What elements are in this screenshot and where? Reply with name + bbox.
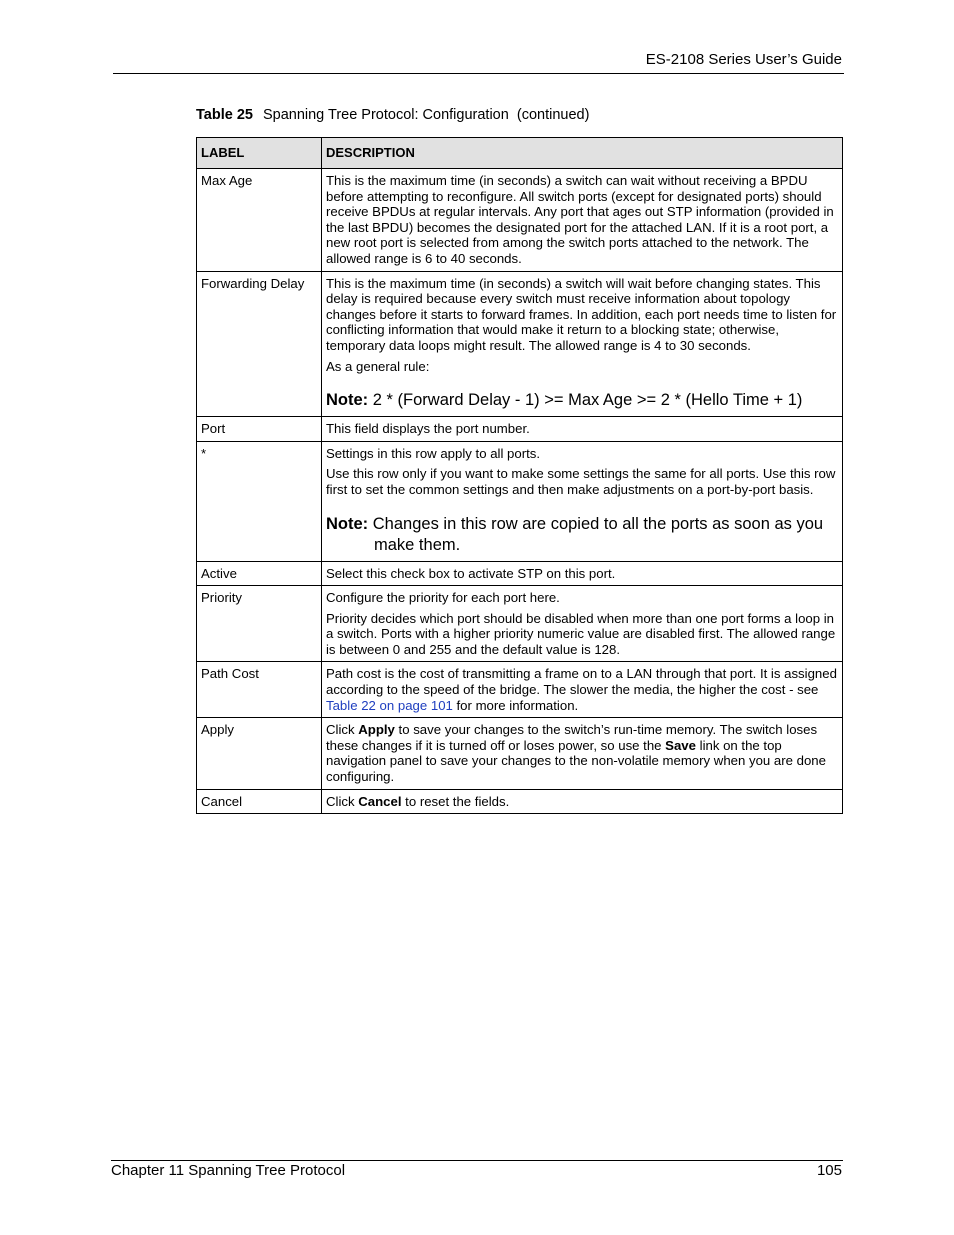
description-text-part: to reset the fields. (401, 793, 510, 809)
description-text-part: Click (326, 793, 359, 809)
description-text: This is the maximum time (in seconds) a switch can wait without receiving a BPDU before attempting to reconfigure. All switch ports (except for designated ports) should receive BPDUs at regular intervals. Any port that ages out STP information (provided in the last BPDU) becomes the designated port for the attached LAN. If it is a root port, a new root port is selected from among the switch ports attached to the network. The allowed range is 6 to 40 seconds. (326, 173, 834, 266)
description-text: Use this row only if you want to make some settings the same for all ports. Use this row first to set the common settings and then make adjustments on a port-by-port basis. (326, 466, 836, 497)
description-text: This is the maximum time (in seconds) a switch will wait before changing states. This delay is required because every switch must receive information about topology changes before it starts to forward frames. In addition, each port needs time to listen for conflicting information that would make it return to a blocking state; otherwise, temporary data loops might result. The allowed range is 4 to 30 seconds. (326, 275, 837, 353)
chapter-title: Chapter 11 Spanning Tree Protocol (111, 1162, 346, 1179)
row-description (322, 586, 843, 662)
row-description (322, 271, 843, 417)
table-row-max-age (197, 169, 843, 272)
row-label: Forwarding Delay (197, 271, 322, 417)
table-row-all-ports (197, 441, 843, 561)
note-text: 2 * (Forward Delay - 1) >= Max Age >= 2 * (Hello Time + 1) (372, 391, 803, 410)
note-label: Note: (326, 514, 369, 533)
page-number: 105 (816, 1162, 842, 1179)
row-label: Priority (197, 586, 322, 662)
footer-rule (111, 1160, 843, 1161)
row-description (322, 417, 843, 442)
note-label: Note: (326, 391, 369, 410)
table-row-path-cost (197, 662, 843, 718)
table-row-port (197, 417, 843, 442)
spanning-tree-config-table (196, 137, 843, 814)
note (326, 390, 838, 411)
table-caption (196, 107, 589, 123)
row-label: Cancel (197, 789, 322, 814)
save-emphasis: Save (665, 737, 696, 753)
description-text: As a general rule: (326, 358, 430, 374)
row-label: * (197, 441, 322, 561)
header-rule (113, 73, 844, 74)
note-text: Changes in this row are copied to all the ports as soon as you make them. (372, 514, 824, 554)
table-22-cross-reference-link[interactable]: Table 22 on page 101 (326, 697, 453, 713)
table-number: Table 25 (196, 107, 253, 123)
row-description (322, 718, 843, 789)
table-row-forwarding-delay (197, 271, 843, 417)
row-description (322, 662, 843, 718)
row-label: Active (197, 561, 322, 586)
row-description (322, 789, 843, 814)
description-text: Select this check box to activate STP on this port. (326, 565, 616, 581)
column-header-label: LABEL (197, 138, 322, 169)
table-row-priority (197, 586, 843, 662)
row-label: Port (197, 417, 322, 442)
row-description (322, 169, 843, 272)
description-text: Configure the priority for each port here. (326, 590, 560, 606)
guide-title: ES-2108 Series User’s Guide (645, 51, 842, 68)
description-text-part: Path cost is the cost of transmitting a frame on to a LAN through that port. It is assigned according to the speed of the bridge. The slower the media, the higher the cost - see (326, 666, 837, 698)
description-text (326, 722, 838, 784)
table-row-active (197, 561, 843, 586)
description-text-part: link on the top navigation panel to save your changes to the non-volatile memory when you are done configuring. (326, 737, 826, 785)
row-label: Max Age (197, 169, 322, 272)
cancel-emphasis: Cancel (358, 793, 402, 809)
description-text: Settings in this row apply to all ports. (326, 445, 541, 461)
column-header-description: DESCRIPTION (322, 138, 843, 169)
description-text-part: for more information. (452, 697, 579, 713)
description-text: Priority decides which port should be disabled when more than one port forms a loop in a switch. Ports with a higher priority numeric value are disabled first. The allowed range is between 0 and 255 and the default value is 128. (326, 610, 836, 657)
note (326, 514, 838, 556)
row-label: Apply (197, 718, 322, 789)
table-title: Spanning Tree Protocol: Configuration (continued) (262, 107, 590, 123)
description-text: This field displays the port number. (326, 421, 530, 437)
row-description (322, 561, 843, 586)
row-label: Path Cost (197, 662, 322, 718)
description-text (326, 794, 838, 810)
description-text-part: Click (326, 722, 359, 738)
table-row-cancel (197, 789, 843, 814)
apply-emphasis: Apply (358, 722, 395, 738)
table-header-row (197, 138, 843, 169)
description-text (326, 666, 838, 713)
row-description (322, 441, 843, 561)
description-text-part: to save your changes to the switch’s run-time memory. The switch loses these changes if it is turned off or loses power, so use the (326, 722, 818, 753)
table-row-apply (197, 718, 843, 789)
